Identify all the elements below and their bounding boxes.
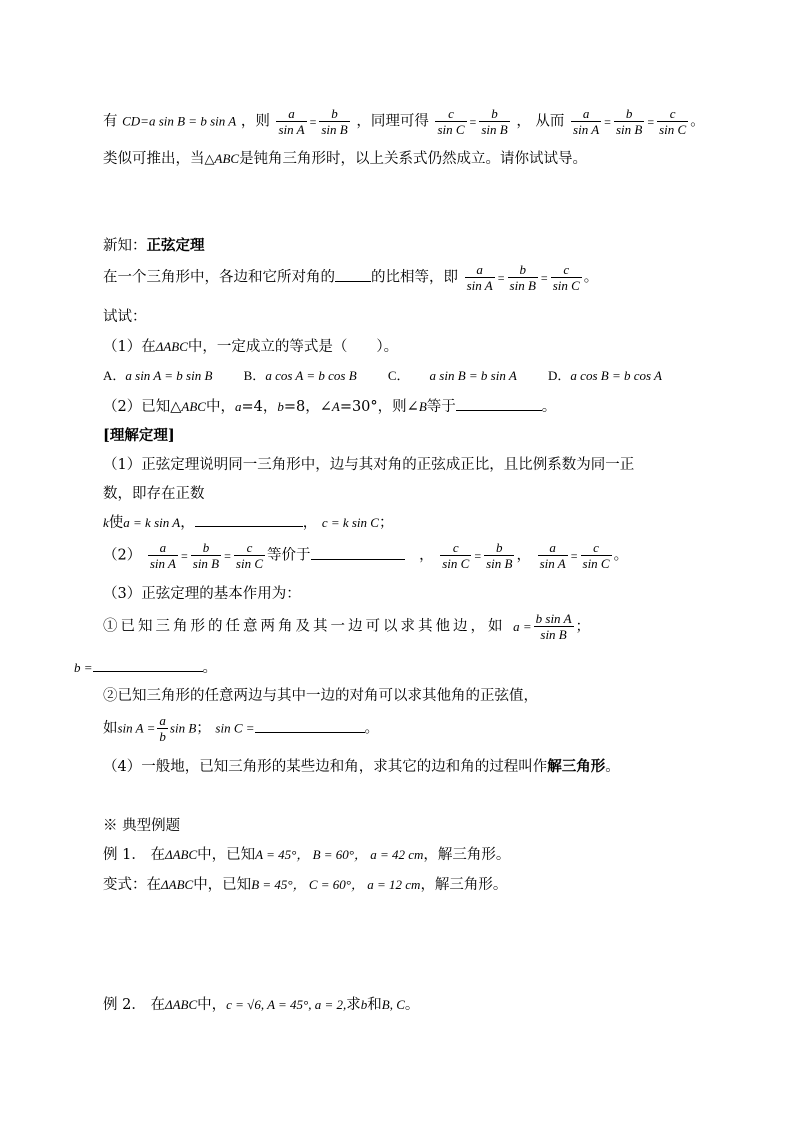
line-2: 类似可推出，当△ABC是钝角三角形时，以上关系式仍然成立。请你试试导。 (103, 151, 588, 167)
question-2: （2）已知△ABC中，a=4，b=8，∠A=30°，则∠B等于 。 (103, 396, 556, 417)
theorem-title: 正弦定理 (146, 237, 205, 254)
question-1: （1）在ΔABC中，一定成立的等式是（ ）。 (103, 339, 399, 355)
text: ，则 (240, 113, 270, 130)
u3-heading: （3）正弦定理的基本作用为： (103, 586, 301, 602)
fraction: $\frac{b}{\text{sin B}}$ (481, 106, 508, 137)
fraction: $\frac{c}{\text{sin C}}$ (437, 106, 465, 137)
fraction: $\frac{a}{\text{sin A}}$ (278, 106, 305, 137)
option-b[interactable]: B．a cos A = b cos B (243, 368, 357, 383)
typical-examples-heading: ※ 典型例题 (103, 818, 181, 834)
option-c[interactable]: C． a sin B = b sin A (387, 368, 517, 383)
new-knowledge-heading: 新知：正弦定理 (103, 237, 205, 254)
fraction: $\frac{a}{\text{sin A}}$ (573, 106, 600, 137)
u3a-line: ①已知三角形的任意两角及其一边可以求其他边，如 a = $\frac{\text{b sin A}}{\text{sin B}}$ ； (103, 611, 591, 642)
u1-line-b: 数，即存在正数 (103, 486, 205, 502)
blank-field[interactable] (456, 396, 542, 411)
fraction: $\frac{c}{\text{sin C}}$ (659, 106, 687, 137)
blank-field[interactable] (93, 657, 203, 672)
option-a[interactable]: A．a sin A = b sin B (103, 368, 213, 383)
u3d-line: 如sin A = $\frac{a}{b}$ sin B； sin C = 。 (103, 713, 380, 744)
math-expr: =a sin B = b sin A (140, 113, 237, 129)
blank-field[interactable] (255, 718, 365, 733)
fraction: $\frac{b}{\text{sin B}}$ (321, 106, 348, 137)
u3c-line: ②已知三角形的任意两边与其中一边的对角可以求其他角的正弦值， (103, 688, 538, 704)
blank-field[interactable] (311, 545, 405, 560)
solve-triangle-term: 解三角形 (547, 758, 606, 775)
text: ，同理可得 (356, 113, 429, 130)
u1-line-c: k使a = k sin A， ， c = k sin C； (103, 512, 393, 533)
u1-line-a: （1）正弦定理说明同一三角形中，边与其对角的正弦成正比，且比例系数为同一正 (103, 457, 635, 473)
theorem-statement: 在一个三角形中，各边和它所对角的 的比相等，即 $\frac{a}{\text{sin A}}$ = $\frac{b}{\text{sin B}}$ = $\frac{c}{\text{sin C}}$ 。 (103, 262, 599, 293)
u2-line: （2） $\frac{a}{\text{sin A}}$ = $\frac{b}{\text{sin B}}$ = $\frac{c}{\text{sin C}}$ 等价于 ， $\frac{c}{\text{sin C}}$ = $\frac{b}{\text{sin B}}$ ， $\frac{a}{\text{sin A}}$ = $\frac{c}{\text{sin C}}$ 。 (103, 540, 629, 571)
blank-field[interactable] (195, 512, 303, 527)
option-d[interactable]: D．a cos B = b cos A (548, 368, 662, 383)
fraction: $\frac{b}{\text{sin B}}$ (615, 106, 643, 137)
text: 。 (690, 113, 705, 130)
text: ， 从而 (516, 113, 565, 130)
try-label: 试试： (103, 309, 147, 325)
text: 有 (103, 113, 118, 130)
understand-theorem-heading: [理解定理] (103, 427, 175, 444)
u3b-line: b = 。 (74, 657, 217, 678)
blank-field[interactable] (335, 267, 371, 282)
u4-line: （4）一般地，已知三角形的某些边和角，求其它的边和角的过程叫作解三角形。 (103, 758, 620, 775)
example-1: 例 1． 在ΔABC中，已知A = 45°， B = 60°， a = 42 cm，解三角形。 (103, 847, 511, 863)
example-2: 例 2． 在ΔABC中，c = √6, A = 45°, a = 2,求b和B, C。 (103, 997, 420, 1013)
math-cd: CD (122, 113, 141, 129)
line-1: 有 CD=a sin B = b sin A ，则 $\frac{a}{\text{sin A}}$ = $\frac{b}{\text{sin B}}$ ，同理可得 $\frac{c}{\text{sin C}}$ = $\frac{b}{\text{sin B}}$ ， 从而 $\frac{a}{\text{sin A}}$ = $\frac{b}{\text{sin B}}$ = $\frac{c}{\text{sin C}}$ 。 (103, 106, 705, 137)
variant: 变式：在ΔABC中，已知B = 45°， C = 60°， a = 12 cm，解三角形。 (103, 877, 508, 893)
options-row (103, 366, 662, 386)
